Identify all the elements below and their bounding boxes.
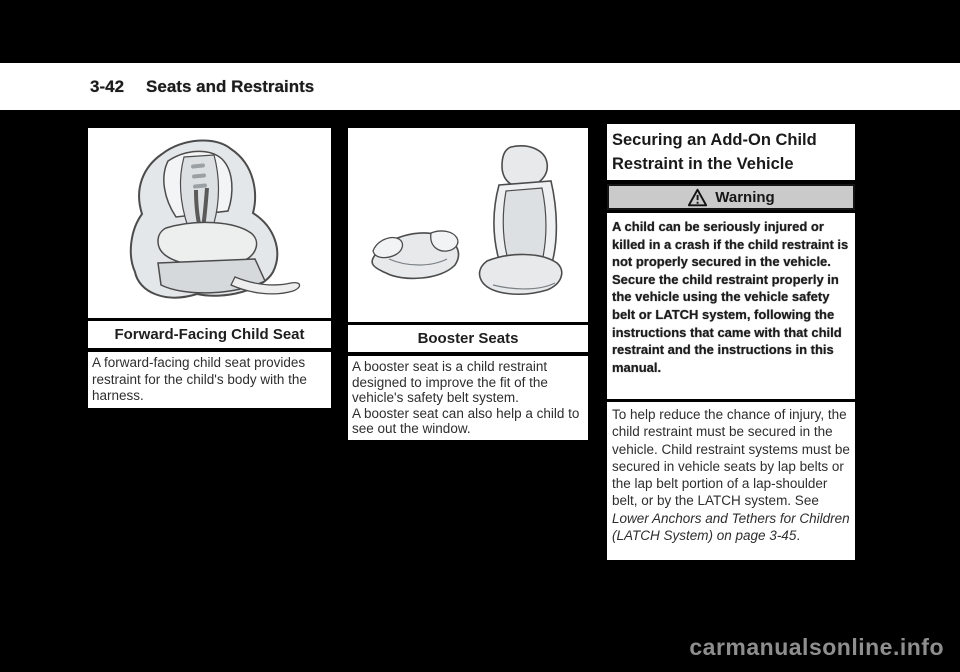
page-title: Seats and Restraints bbox=[146, 76, 315, 96]
securing-instructions-paragraph bbox=[607, 402, 855, 560]
booster-seats-illustration bbox=[359, 139, 577, 311]
paragraph-period: . bbox=[796, 528, 801, 544]
forward-facing-seat-paragraph: A forward-facing child seat provides restraint for the child's body with the harness. bbox=[88, 352, 331, 408]
warning-paragraph: A child can be seriously injured or killed in a crash if the child restraint is not properly secured in the vehicle. Secure the child restraint properly in the vehicle using the vehicle safety belt or LATCH system, following the instructions that came with that child restraint and the instructions in this manual. bbox=[607, 213, 855, 399]
paragraph-text: To help reduce the chance of injury, the child restraint must be secured in the vehicle. Child restraint systems must be secured in vehicle seats by lap belts or the lap belt portion of a lap-shoulder belt, or by the LATCH system. See bbox=[612, 407, 850, 509]
forward-facing-seat-caption: Forward-Facing Child Seat bbox=[88, 321, 331, 348]
page-header bbox=[0, 63, 960, 110]
booster-seats-image bbox=[348, 128, 588, 322]
page-number: 3-42 bbox=[90, 76, 125, 96]
warning-label: Warning bbox=[715, 188, 775, 206]
booster-paragraph-line2: A booster seat can also help a child to see out the window. bbox=[352, 405, 580, 436]
booster-paragraph-line1: A booster seat is a child restraint designed to improve the fit of the vehicle's safety belt system. bbox=[352, 359, 548, 405]
child-seat-illustration bbox=[104, 134, 316, 312]
cross-reference-italic: Lower Anchors and Tethers for Children (LATCH System) on page 3-45 bbox=[612, 510, 850, 544]
warning-header bbox=[607, 184, 855, 210]
forward-facing-seat-image bbox=[88, 128, 331, 318]
warning-triangle-icon bbox=[687, 188, 708, 207]
section-heading: Securing an Add-On Child Restraint in the Vehicle bbox=[607, 124, 855, 180]
watermark: carmanualsonline.info bbox=[689, 634, 944, 660]
booster-seats-caption: Booster Seats bbox=[348, 325, 588, 352]
booster-seats-paragraph bbox=[348, 356, 588, 440]
